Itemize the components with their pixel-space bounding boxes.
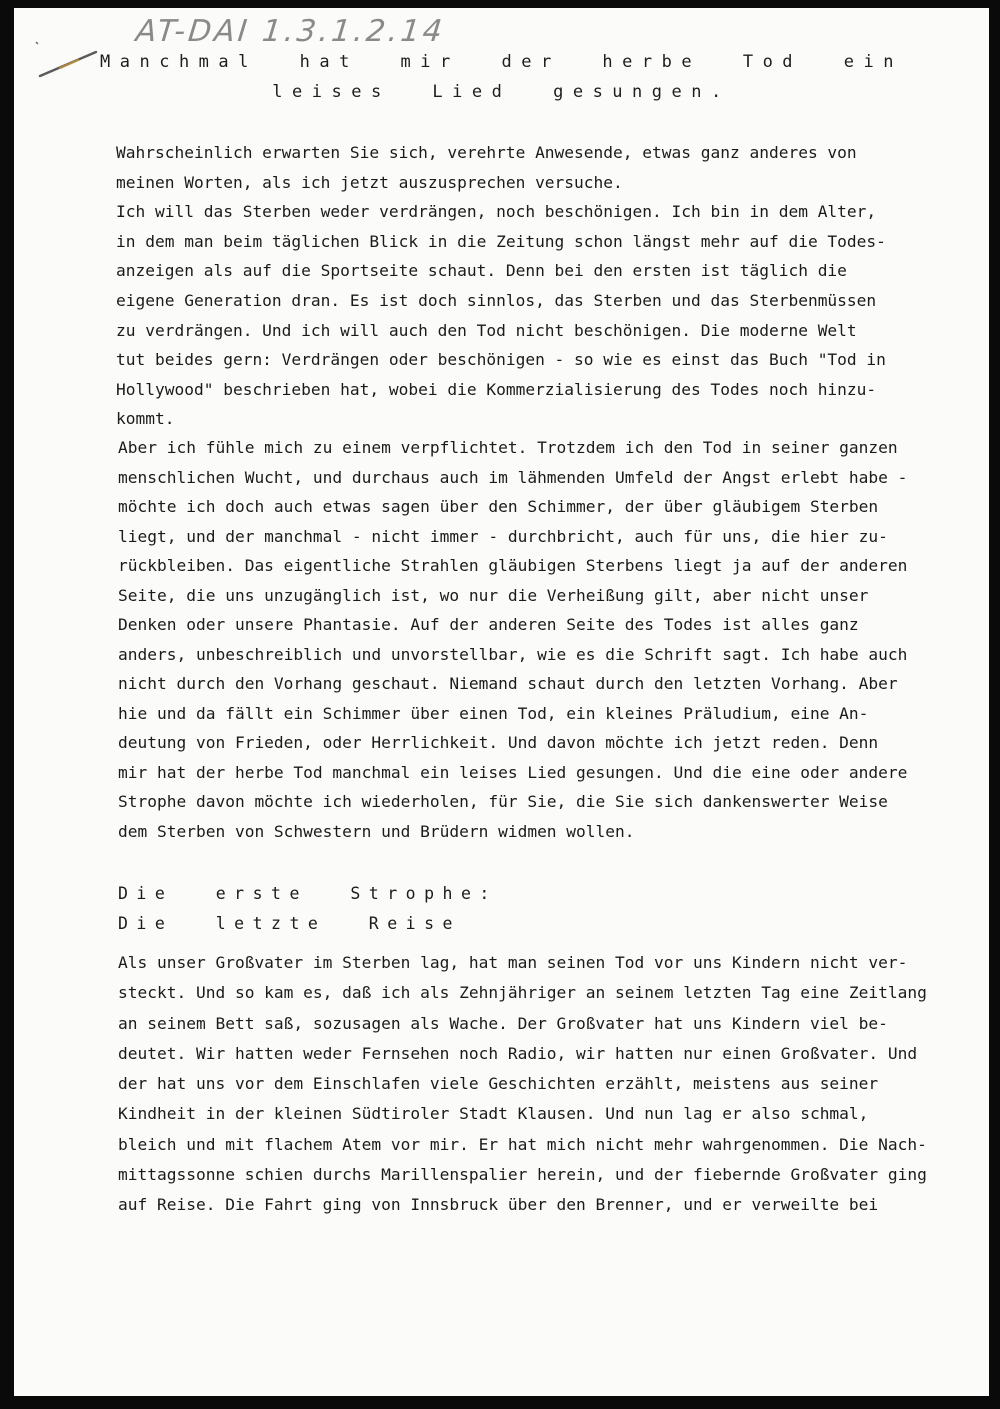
- section-heading-strophe: Die erste Strophe:: [118, 884, 498, 903]
- title-line-1: Manchmal hat mir der herbe Tod ein: [100, 52, 903, 72]
- paragraph-obligation: Aber ich fühle mich zu einem verpflichtet. Trotzdem ich den Tod in seiner ganzen menschlichen Wucht, und durchaus auch im lähmenden Umfeld der Angst erlebt habe - möchte ich doch auch etwas sagen über den Schimmer, der über gläubigem Sterben liegt, und der manchmal - nicht immer - durchbricht, auch für uns, die hier zu- rückbleiben. Das eigentliche Strahlen gläubigen Sterbens liegt ja auf der anderen Seite, die uns unzugänglich ist, wo nur die Verheißung gilt, aber nicht unser Denken oder unsere Phantasie. Auf der anderen Seite des Todes ist alles ganz anders, unbeschreiblich und unvorstellbar, wie es die Schrift sagt. Ich habe auch nicht durch den Vorhang geschaut. Niemand schaut durch den letzten Vorhang. Aber hie und da fällt ein Schimmer über einen Tod, ein kleines Präludium, eine An- deutung von Frieden, oder Herrlichkeit. Und davon möchte ich jetzt reden. Denn mir hat der herbe Tod manchmal ein leises Lied gesungen. Und die eine oder andere Strophe davon möchte ich wiederholen, für Sie, die Sie sich dankenswerter Weise dem Sterben von Schwestern und Brüdern widmen wollen.: [118, 438, 908, 841]
- paragraph-grandfather: Als unser Großvater im Sterben lag, hat man seinen Tod vor uns Kindern nicht ver- steckt. Und so kam es, daß ich als Zehnjähriger an seinem letzten Tag eine Zeitlang an seinem Bett saß, sozusagen als Wache. Der Großvater hat uns Kindern viel be- deutet. Wir hatten weder Fernsehen noch Radio, wir hatten nur einen Großvater. Und der hat uns vor dem Einschlafen viele Geschichten erzählt, meistens aus seiner Kindheit in der kleinen Südtiroler Stadt Klausen. Und nun lag er also schmal, bleich und mit flachem Atem vor mir. Er hat mich nicht mehr wahrgenommen. Die Nach- mittagssonne schien durchs Marillenspalier herein, und der fiebernde Großvater ging auf Reise. Die Fahrt ging von Innsbruck über den Brenner, und er verweilte bei: [118, 953, 927, 1215]
- document-page: [14, 8, 989, 1396]
- section-heading-reise: Die letzte Reise: [118, 914, 461, 933]
- paragraph-intro: Wahrscheinlich erwarten Sie sich, verehrte Anwesende, etwas ganz anderes von meinen Worten, als ich jetzt auszusprechen versuche. Ich will das Sterben weder verdrängen, noch beschönigen. Ich bin in dem Alter, in dem man beim täglichen Blick in die Zeitung schon längst mehr auf die Todes- anzeigen als auf die Sportseite schaut. Denn bei den ersten ist täglich die eigene Generation dran. Es ist doch sinnlos, das Sterben und das Sterbenmüssen zu verdrängen. Und ich will auch den Tod nicht beschönigen. Die moderne Welt tut beides gern: Verdrängen oder beschönigen - so wie es einst das Buch "Tod in Hollywood" beschrieben hat, wobei die Kommerzialisierung des Todes noch hinzu- kommt.: [116, 143, 886, 429]
- archive-code-annotation: AT-DAI 1.3.1.2.14: [134, 14, 447, 49]
- title-line-2: leises Lied gesungen.: [272, 82, 731, 102]
